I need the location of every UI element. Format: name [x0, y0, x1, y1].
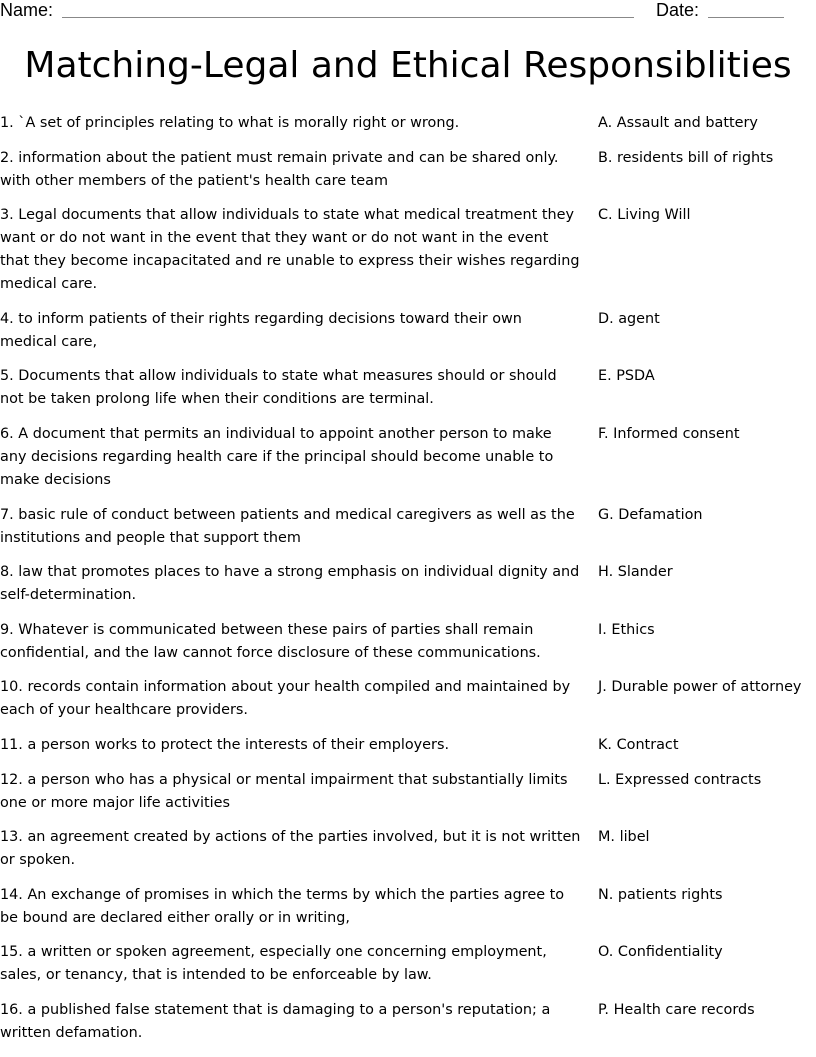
matching-row [0, 826, 816, 872]
name-label: Name: [0, 0, 54, 20]
question-text: 12. a person who has a physical or mental impairment that substantially limits one or more major life activities [0, 771, 568, 811]
question-text: 6. A document that permits an individual to appoint another person to make any decisions regarding health care if the principal should become unable to make decisions [0, 425, 554, 488]
answer-option: C. Living Will [598, 207, 691, 224]
matching-row [0, 308, 816, 354]
matching-row [0, 769, 816, 815]
question-text: 8. law that promotes places to have a strong emphasis on individual dignity and self-determination. [0, 564, 580, 604]
answer-option: K. Contract [598, 736, 679, 753]
question-text: 3. Legal documents that allow individuals to state what medical treatment they want or do not want in the event that they want or do not want in the event that they become incapacitated and re unable to express their wishes regarding medical care. [0, 207, 580, 293]
question-text: 15. a written or spoken agreement, especially one concerning employment, sales, or tenancy, that is intended to be enforceable by law. [0, 944, 547, 984]
question-text: 11. a person works to protect the interests of their employers. [0, 736, 450, 753]
answer-option: M. libel [598, 829, 650, 846]
matching-row [0, 884, 816, 930]
answer-option: O. Confidentiality [598, 944, 723, 961]
answer-option: D. agent [598, 310, 660, 327]
date-label: Date: [656, 0, 700, 20]
question-text: 13. an agreement created by actions of the parties involved, but it is not written or spoken. [0, 829, 581, 869]
matching-list [0, 112, 816, 1057]
matching-row [0, 619, 816, 665]
matching-row [0, 147, 816, 193]
matching-row [0, 504, 816, 550]
question-text: 5. Documents that allow individuals to state what measures should or should not be taken prolong life when their conditions are terminal. [0, 368, 557, 408]
matching-row [0, 734, 816, 757]
answer-option: I. Ethics [598, 621, 655, 638]
question-text: 10. records contain information about your health compiled and maintained by each of your healthcare providers. [0, 679, 571, 719]
answer-option: H. Slander [598, 564, 673, 581]
matching-row [0, 365, 816, 411]
answer-option: F. Informed consent [598, 425, 740, 442]
matching-row [0, 999, 816, 1045]
answer-option: B. residents bill of rights [598, 149, 774, 166]
date-blank-line [708, 17, 784, 18]
worksheet-header [0, 0, 816, 24]
question-text: 2. information about the patient must remain private and can be shared only. with other members of the patient's health care team [0, 149, 559, 189]
question-text: 1. `A set of principles relating to what is morally right or wrong. [0, 115, 460, 131]
answer-option: L. Expressed contracts [598, 771, 762, 788]
matching-row [0, 676, 816, 722]
worksheet-title: Matching-Legal and Ethical Responsiblities [24, 45, 792, 86]
matching-row [0, 941, 816, 987]
question-text: 16. a published false statement that is damaging to a person's reputation; a written defamation. [0, 1001, 551, 1041]
answer-option: J. Durable power of attorney [598, 679, 802, 696]
matching-row [0, 112, 816, 135]
question-text: 14. An exchange of promises in which the terms by which the parties agree to be bound are declared either orally or in writing, [0, 886, 565, 926]
matching-row [0, 561, 816, 607]
name-blank-line [62, 17, 634, 18]
matching-row [0, 423, 816, 492]
answer-option: G. Defamation [598, 506, 703, 523]
answer-option: A. Assault and battery [598, 115, 758, 131]
matching-row [0, 204, 816, 296]
answer-option: E. PSDA [598, 368, 655, 385]
question-text: 9. Whatever is communicated between these pairs of parties shall remain confidential, and the law cannot force disclosure of these communications. [0, 621, 541, 661]
answer-option: N. patients rights [598, 886, 723, 903]
question-text: 4. to inform patients of their rights regarding decisions toward their own medical care, [0, 310, 522, 350]
question-text: 7. basic rule of conduct between patients and medical caregivers as well as the institutions and people that support them [0, 506, 575, 546]
answer-option: P. Health care records [598, 1001, 755, 1018]
